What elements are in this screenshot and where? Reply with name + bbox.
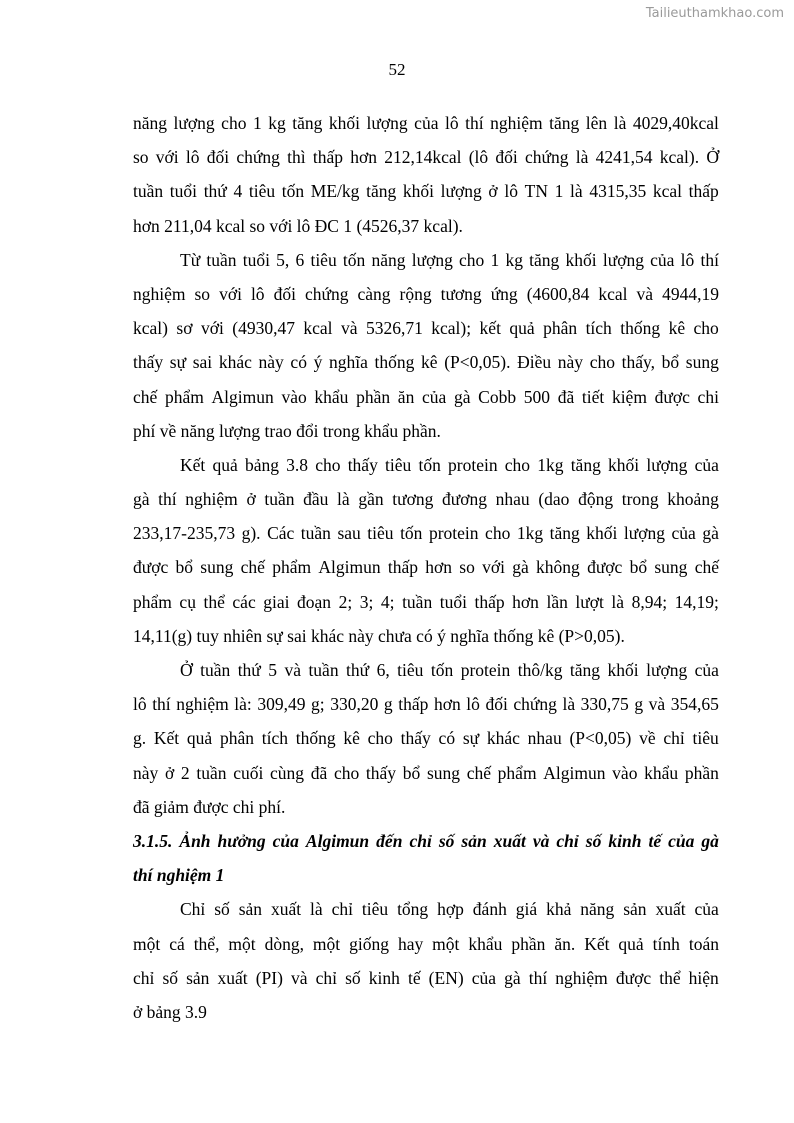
text-line: này ở 2 tuần cuối cùng đã cho thấy bổ sung chế phẩm Algimun vào khẩu phần xyxy=(133,762,719,783)
text-line: Từ tuần tuổi 5, 6 tiêu tốn năng lượng cho 1 kg tăng khối lượng của lô thí xyxy=(180,249,719,270)
text-line: tuần tuổi thứ 4 tiêu tốn ME/kg tăng khối lượng ở lô TN 1 là 4315,35 kcal thấp xyxy=(133,181,719,202)
text-line: nghiệm so với lô đối chứng càng rộng tương ứng (4600,84 kcal và 4944,19 xyxy=(133,283,719,304)
text-line: Kết quả bảng 3.8 cho thấy tiêu tốn protein cho 1kg tăng khối lượng của xyxy=(180,454,719,475)
text-line: 233,17-235,73 g). Các tuần sau tiêu tốn protein cho 1kg tăng khối lượng của gà xyxy=(133,523,719,544)
text-line: g. Kết quả phân tích thống kê cho thấy có sự khác nhau (P<0,05) về chỉ tiêu xyxy=(133,728,719,749)
text-line: hơn 211,04 kcal so với lô ĐC 1 (4526,37 kcal). xyxy=(133,215,463,236)
text-line: Ở tuần thứ 5 và tuần thứ 6, tiêu tốn protein thô/kg tăng khối lượng của xyxy=(180,660,719,680)
text-line: được bổ sung chế phẩm Algimun thấp hơn so với gà không được bổ sung chế xyxy=(133,557,719,578)
text-line: năng lượng cho 1 kg tăng khối lượng của lô thí nghiệm tăng lên là 4029,40kcal xyxy=(133,113,719,133)
text-line: chỉ số sản xuất (PI) và chỉ số kinh tế (EN) của gà thí nghiệm được thể hiện xyxy=(133,967,719,988)
paragraph xyxy=(133,653,719,824)
text-line: một cá thể, một dòng, một giống hay một khẩu phần ăn. Kết quả tính toán xyxy=(133,933,719,954)
text-line: gà thí nghiệm ở tuần đầu là gần tương đương nhau (dao động trong khoảng xyxy=(133,489,719,510)
text-line: lô thí nghiệm là: 309,49 g; 330,20 g thấp hơn lô đối chứng là 330,75 g và 354,65 xyxy=(133,694,719,715)
text-line: phí về năng lượng trao đổi trong khẩu phần. xyxy=(133,420,441,441)
heading-line: thí nghiệm 1 xyxy=(133,865,225,886)
page-number: 52 xyxy=(388,60,406,79)
paragraph xyxy=(133,448,719,653)
text-line: 14,11(g) tuy nhiên sự sai khác này chưa có ý nghĩa thống kê (P>0,05). xyxy=(133,625,625,646)
text-line: ở bảng 3.9 xyxy=(133,1001,207,1022)
paragraph xyxy=(133,892,719,1029)
text-line: phẩm cụ thể các giai đoạn 2; 3; 4; tuần tuổi thấp hơn lần lượt là 8,94; 14,19; xyxy=(133,591,719,612)
text-line: so với lô đối chứng thì thấp hơn 212,14kcal (lô đối chứng là 4241,54 kcal). Ở xyxy=(133,147,719,168)
text-line: đã giảm được chi phí. xyxy=(133,796,286,817)
text-line: chế phẩm Algimun vào khẩu phần ăn của gà Cobb 500 đã tiết kiệm được chi xyxy=(133,386,719,407)
text-line: kcal) sơ với (4930,47 kcal và 5326,71 kcal); kết quả phân tích thống kê cho xyxy=(133,318,719,339)
text-line: Chỉ số sản xuất là chỉ tiêu tổng hợp đánh giá khả năng sản xuất của xyxy=(180,899,719,920)
document-body xyxy=(133,106,719,1029)
paragraph xyxy=(133,243,719,448)
section-heading xyxy=(133,824,719,892)
heading-line: 3.1.5. Ảnh hưởng của Algimun đến chỉ số sản xuất và chỉ số kinh tế của gà xyxy=(133,830,719,851)
text-line: thấy sự sai khác này có ý nghĩa thống kê (P<0,05). Điều này cho thấy, bổ sung xyxy=(133,352,719,373)
paragraph xyxy=(133,106,719,243)
watermark: Tailieuthamkhao.com xyxy=(645,6,784,21)
